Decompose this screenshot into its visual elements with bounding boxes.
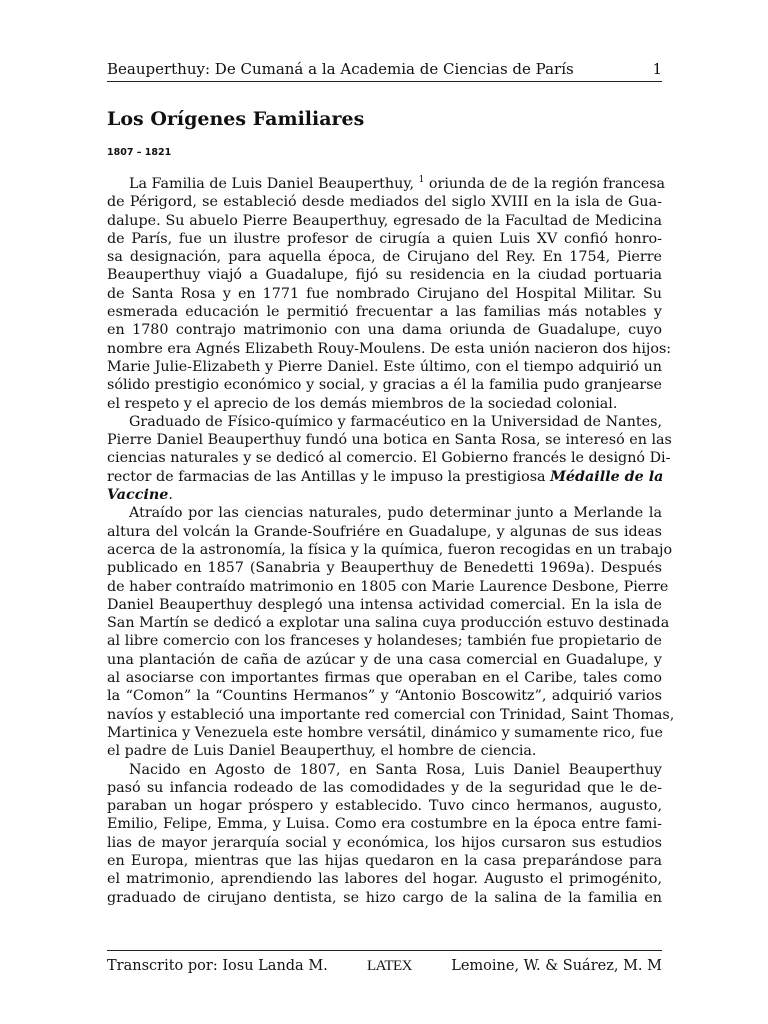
- paragraph-3-line: Martinica y Venezuela este hombre versátil, dinámico y sumamente rico, fue: [107, 724, 663, 741]
- paragraph-1-line: Beauperthuy viajó a Guadalupe, fijó su residencia en la ciudad portuaria: [107, 267, 662, 284]
- paragraph-3-line: una plantación de caña de azúcar y de una casa comercial en Guadalupe, y: [107, 651, 662, 668]
- paragraph-1-line: de Santa Rosa y en 1771 fue nombrado Cirujano del Hospital Militar. Su: [107, 285, 662, 302]
- paragraph-4-line: graduado de cirujano dentista, se hizo cargo de la salina de la familia en: [107, 889, 662, 906]
- running-title: Beauperthuy: De Cumaná a la Academia de Ciencias de París: [107, 60, 574, 78]
- paragraph-3-line: de haber contraído matrimonio en 1805 con Marie Laurence Desbone, Pierre: [107, 578, 669, 595]
- paragraph-1-line: sa designación, para aquella época, de Cirujano del Rey. En 1754, Pierre: [107, 249, 662, 266]
- paragraph-1-line: el respeto y el aprecio de los demás miembros de la sociedad colonial.: [107, 395, 618, 412]
- paragraph-2-line: ciencias naturales y se dedicó al comercio. El Gobierno francés le designó Di-: [107, 450, 671, 467]
- paragraph-4-line: Emilio, Felipe, Emma, y Luisa. Como era costumbre en la época entre fami-: [107, 816, 662, 833]
- paragraph-1-line: de Périgord, se estableció desde mediados del siglo XVIII en la isla de Gua-: [107, 194, 662, 211]
- paragraph-1-start: La Familia de Luis Daniel Beauperthuy,: [129, 176, 415, 192]
- medal-name-end: Vaccine: [107, 487, 169, 504]
- paragraph-1-line: dalupe. Su abuelo Pierre Beauperthuy, egresado de la Facultad de Medicina: [107, 212, 662, 229]
- paragraph-3-line: acerca de la astronomía, la física y la química, fueron recogidas en un trabajo: [107, 541, 673, 558]
- paragraph-3-line: el padre de Luis Daniel Beauperthuy, el hombre de ciencia.: [107, 743, 537, 760]
- paragraph-1-line: esmerada educación le permitió frecuentar a las familias más notables y: [107, 304, 662, 321]
- running-footer: [107, 950, 662, 975]
- paragraph-4-line: en Europa, mientras que las hijas quedaron en la casa preparándose para: [107, 852, 662, 869]
- latex-logo: LATEX: [367, 958, 412, 974]
- sentence-end: .: [168, 487, 173, 504]
- paragraph-1-line: de París, fue un ilustre profesor de cirugía a quien Luis XV confió honro-: [107, 230, 662, 247]
- paragraph-4-line: Nacido en Agosto de 1807, en Santa Rosa, Luis Daniel Beauperthuy: [129, 761, 662, 778]
- paragraph-4-line: el matrimonio, aprendiendo las labores del hogar. Augusto el primogénito,: [107, 871, 662, 888]
- medal-name: Médaille de la: [550, 468, 664, 485]
- paragraph-4-line: paraban un hogar próspero y establecido. Tuvo cinco hermanos, augusto,: [107, 798, 662, 815]
- paragraph-1-line: Marie Julie-Elizabeth y Pierre Daniel. Este último, con el tiempo adquirió un: [107, 358, 662, 375]
- paragraph-3-line: publicado en 1857 (Sanabria y Beauperthuy de Benedetti 1969a). Después: [107, 560, 662, 577]
- paragraph-3-line: al libre comercio con los franceses y holandeses; también fue propietario de: [107, 633, 662, 650]
- paragraph-2-line: [107, 486, 662, 504]
- paragraph-3-line: navíos y estableció una importante red comercial con Trinidad, Saint Thomas,: [107, 706, 675, 723]
- paragraph-3-line: San Martín se dedicó a explotar una salina cuya producción estuvo destinada: [107, 615, 670, 632]
- footnote-reference[interactable]: 1: [418, 175, 425, 185]
- paragraph-4-line: pasó su infancia rodeado de las comodidades y de la seguridad que le de-: [107, 779, 662, 796]
- transcriber-credit: Transcrito por: Iosu Landa M.: [107, 958, 328, 974]
- body-text: [107, 175, 675, 907]
- running-header: [107, 59, 662, 82]
- chapter-dates: 1807 – 1821: [107, 147, 172, 158]
- paragraph-3-line: altura del volcán la Grande-Soufriére en Guadalupe, y algunas de sus ideas: [107, 523, 662, 540]
- paragraph-3-line: al asociarse con importantes firmas que operaban en el Caribe, tales como: [107, 670, 662, 687]
- authors-credit: Lemoine, W. & Suárez, M. M: [451, 958, 662, 974]
- chapter-title: Los Orígenes Familiares: [107, 108, 365, 130]
- paragraph-4-line: lias de mayor jerarquía social y económica, los hijos cursaron sus estudios: [107, 834, 662, 851]
- paragraph-1-line: [107, 175, 666, 193]
- page-number: 1: [652, 60, 662, 78]
- paragraph-3-line: Atraído por las ciencias naturales, pudo determinar junto a Merlande la: [129, 505, 662, 522]
- paragraph-2-line: Graduado de Físico-químico y farmacéutico en la Universidad de Nantes,: [129, 413, 662, 430]
- paragraph-1-continuation: oriunda de de la región francesa: [428, 176, 666, 192]
- paragraph-3-line: la “Comon” la “Countins Hermanos” y “Antonio Boscowitz”, adquirió varios: [107, 688, 662, 705]
- paragraph-2-text: rector de farmacias de las Antillas y le impuso la prestigiosa: [107, 468, 546, 485]
- paragraph-3-line: Daniel Beauperthuy desplegó una intensa actividad comercial. En la isla de: [107, 596, 662, 613]
- paragraph-1-line: en 1780 contrajo matrimonio con una dama oriunda de Guadalupe, cuyo: [107, 322, 662, 339]
- paragraph-1-line: nombre era Agnés Elizabeth Rouy-Moulens. De esta unión nacieron dos hijos:: [107, 340, 672, 357]
- paragraph-1-line: sólido prestigio económico y social, y gracias a él la familia pudo granjearse: [107, 377, 662, 394]
- paragraph-2-line: [107, 468, 662, 486]
- paragraph-2-line: Pierre Daniel Beauperthuy fundó una botica en Santa Rosa, se interesó en las: [107, 432, 672, 449]
